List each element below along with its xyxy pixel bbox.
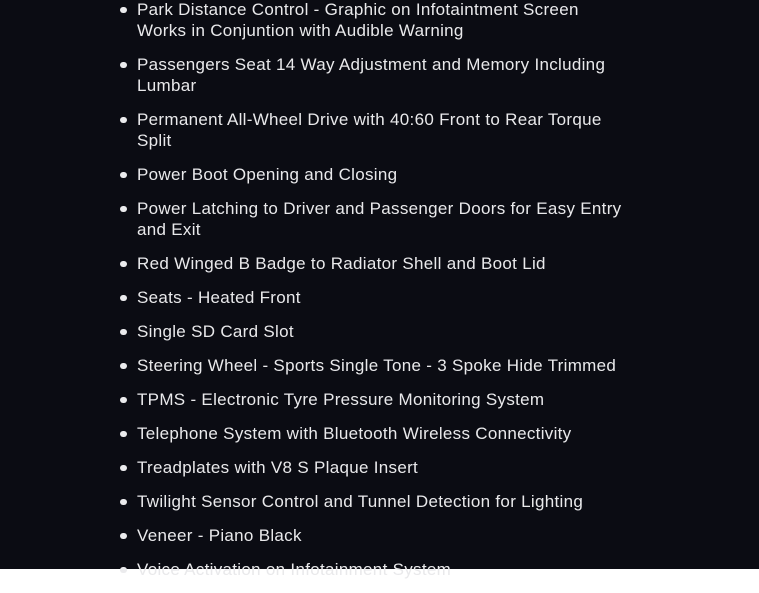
list-item: [137, 109, 629, 151]
list-item: [137, 423, 629, 444]
bullet-icon: [120, 261, 127, 268]
bullet-icon: [120, 431, 127, 438]
feature-text: Passengers Seat 14 Way Adjustment and Memory Including Lumbar: [137, 55, 606, 95]
bullet-icon: [120, 206, 127, 213]
list-item: [137, 457, 629, 478]
list-item: [137, 525, 629, 546]
list-item: [137, 198, 629, 240]
bullet-icon: [120, 295, 127, 302]
list-item: [137, 54, 629, 96]
feature-text: Seats - Heated Front: [137, 288, 301, 307]
feature-text: Power Boot Opening and Closing: [137, 165, 398, 184]
feature-text: Red Winged B Badge to Radiator Shell and Boot Lid: [137, 254, 546, 273]
bullet-icon: [120, 567, 127, 574]
feature-text: Voice Activation on Infotainment System: [137, 560, 452, 579]
list-item: [137, 559, 629, 580]
list-item: [137, 389, 629, 410]
bullet-icon: [120, 7, 127, 14]
feature-text: Steering Wheel - Sports Single Tone - 3 Spoke Hide Trimmed: [137, 356, 617, 375]
bullet-icon: [120, 499, 127, 506]
feature-text: TPMS - Electronic Tyre Pressure Monitoring System: [137, 390, 545, 409]
bullet-icon: [120, 117, 127, 124]
bullet-icon: [120, 465, 127, 472]
feature-text: Park Distance Control - Graphic on Infotaintment Screen Works in Conjuntion with Audible Warning: [137, 0, 579, 40]
feature-text: Permanent All-Wheel Drive with 40:60 Front to Rear Torque Split: [137, 110, 602, 150]
list-item: [137, 253, 629, 274]
bullet-icon: [120, 363, 127, 370]
feature-text: Single SD Card Slot: [137, 322, 294, 341]
list-item: [137, 287, 629, 308]
list-item: [137, 164, 629, 185]
bullet-icon: [120, 329, 127, 336]
bullet-icon: [120, 62, 127, 69]
list-item: [137, 355, 629, 376]
list-item: [137, 0, 629, 41]
bullet-icon: [120, 172, 127, 179]
feature-text: Power Latching to Driver and Passenger Doors for Easy Entry and Exit: [137, 199, 622, 239]
bullet-icon: [120, 533, 127, 540]
feature-text: Twilight Sensor Control and Tunnel Detection for Lighting: [137, 492, 584, 511]
list-item: [137, 491, 629, 512]
bullet-icon: [120, 397, 127, 404]
feature-text: Veneer - Piano Black: [137, 526, 302, 545]
feature-text: Treadplates with V8 S Plaque Insert: [137, 458, 419, 477]
feature-list: [137, 0, 629, 593]
list-item: [137, 321, 629, 342]
feature-text: Telephone System with Bluetooth Wireless Connectivity: [137, 424, 572, 443]
